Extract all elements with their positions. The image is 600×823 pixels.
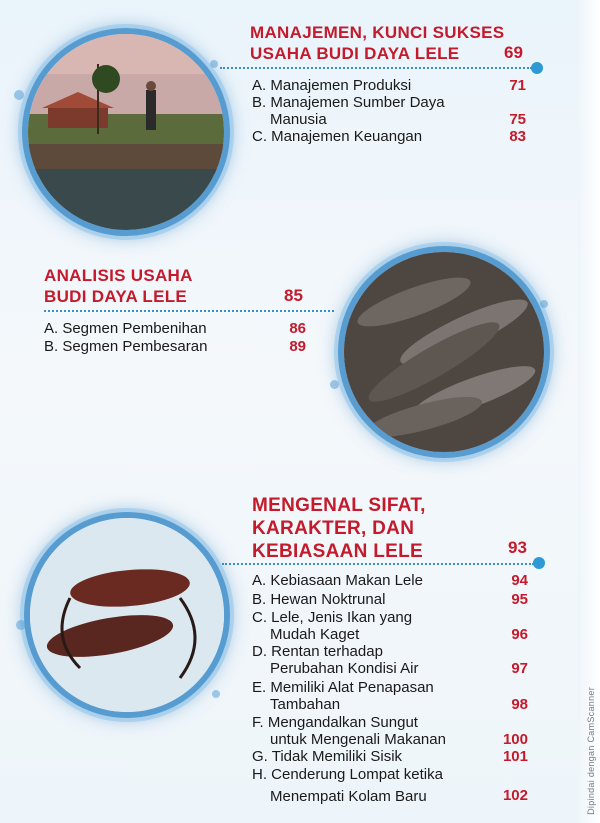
toc-item-page: 71 bbox=[509, 77, 526, 94]
toc-item-page: 102 bbox=[502, 787, 528, 804]
toc-item[interactable]: B. Hewan Noktrunal bbox=[252, 591, 386, 608]
dotted-leader bbox=[44, 310, 334, 312]
section-page-number: 85 bbox=[284, 286, 303, 305]
pond-illustration bbox=[28, 34, 224, 230]
toc-item-page: 100 bbox=[502, 731, 528, 748]
water-splash bbox=[540, 300, 548, 308]
catfish-pair-illustration bbox=[30, 518, 224, 712]
water-splash bbox=[16, 620, 26, 630]
toc-item[interactable]: D. Rentan terhadap Perubahan Kondisi Air bbox=[252, 643, 419, 677]
toc-item-page: 83 bbox=[509, 128, 526, 145]
toc-item[interactable]: G. Tidak Memiliki Sisik bbox=[252, 748, 403, 765]
leader-endpoint bbox=[533, 557, 545, 569]
toc-item-page: 94 bbox=[511, 572, 528, 589]
toc-item-page: 86 bbox=[289, 320, 306, 337]
toc-item-page: 75 bbox=[509, 111, 526, 128]
toc-item[interactable]: E. Memiliki Alat Penapasan Tambahan bbox=[252, 679, 434, 713]
toc-item[interactable]: A. Segmen Pembenihan bbox=[44, 320, 207, 337]
toc-item[interactable]: A. Manajemen Produksi bbox=[252, 77, 412, 94]
section-page-number: 93 bbox=[508, 538, 527, 557]
water-splash bbox=[14, 90, 24, 100]
catfish-crowd-illustration bbox=[344, 252, 544, 452]
section-title: MANAJEMEN, KUNCI SUKSES USAHA BUDI DAYA LELE bbox=[250, 23, 505, 63]
toc-item-page: 98 bbox=[511, 696, 528, 713]
toc-item-page: 101 bbox=[502, 748, 528, 765]
dotted-leader bbox=[222, 563, 534, 565]
scanner-watermark: Dipindai dengan CamScanner bbox=[586, 687, 596, 815]
toc-item-page: 96 bbox=[511, 626, 528, 643]
catfish-pair-photo bbox=[24, 512, 230, 718]
section-page-number: 69 bbox=[504, 43, 523, 62]
section-title: MENGENAL SIFAT, KARAKTER, DAN KEBIASAAN LELE bbox=[252, 495, 426, 562]
toc-item[interactable]: A. Kebiasaan Makan Lele bbox=[252, 572, 423, 589]
water-splash bbox=[212, 690, 220, 698]
pond-photo bbox=[22, 28, 230, 236]
dotted-leader bbox=[220, 67, 532, 69]
toc-item-page: 97 bbox=[511, 660, 528, 677]
toc-item[interactable]: F. Mengandalkan Sungut untuk Mengenali Makanan bbox=[252, 714, 446, 748]
section-title: ANALISIS USAHA BUDI DAYA LELE bbox=[44, 266, 193, 306]
toc-item-page: 89 bbox=[289, 338, 306, 355]
leader-endpoint bbox=[531, 62, 543, 74]
toc-item[interactable]: B. Manajemen Sumber Daya Manusia bbox=[252, 94, 445, 128]
water-splash bbox=[330, 380, 339, 389]
toc-item[interactable]: C. Manajemen Keuangan bbox=[252, 128, 423, 145]
water-splash bbox=[210, 60, 218, 68]
catfish-crowd-photo bbox=[338, 246, 550, 458]
toc-item[interactable]: C. Lele, Jenis Ikan yang Mudah Kaget bbox=[252, 609, 413, 643]
toc-item[interactable]: H. Cenderung Lompat ketika Menempati Kolam Baru bbox=[252, 766, 443, 805]
toc-item-page: 95 bbox=[511, 591, 528, 608]
toc-item[interactable]: B. Segmen Pembesaran bbox=[44, 338, 208, 355]
